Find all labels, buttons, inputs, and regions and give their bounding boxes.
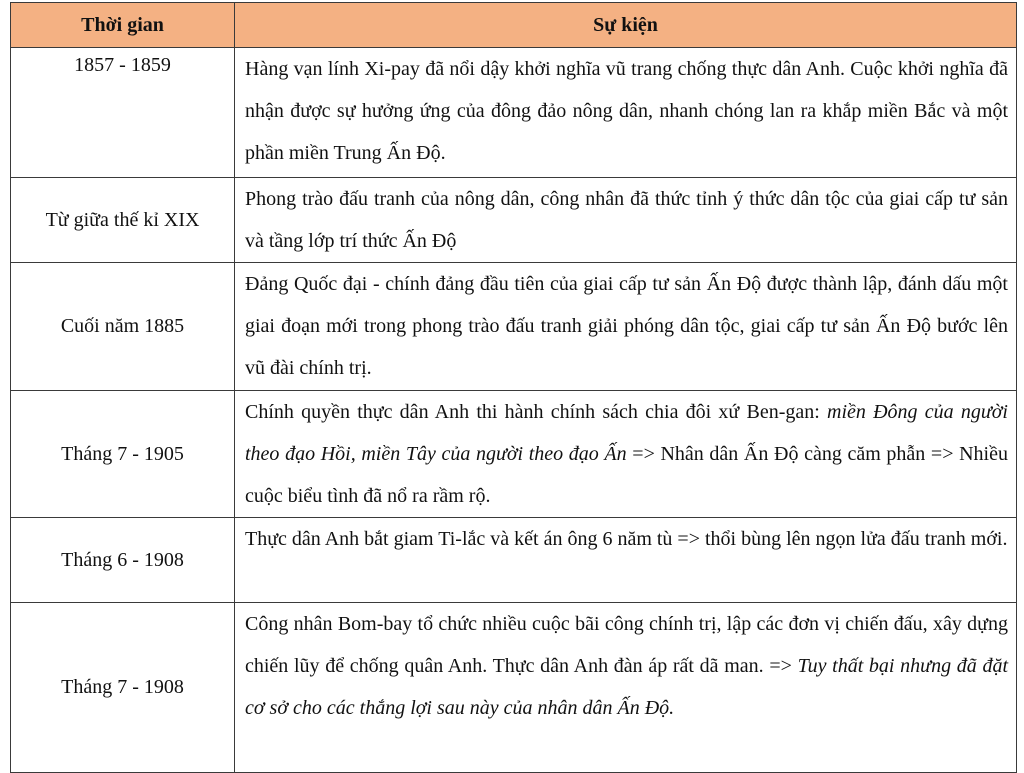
- row-event: [235, 48, 1017, 178]
- event-text: [245, 518, 1008, 560]
- table-row: [11, 263, 1017, 391]
- row-event: [235, 391, 1017, 518]
- table-row: [11, 178, 1017, 263]
- event-text-segment: Công nhân Bom-bay tổ chức nhiều cuộc bãi công chính trị, lập các đơn vị chiến đấu, xây dựng chiến lũy để chống quân Anh. Thực dân Anh đàn áp rất dã man. =>: [245, 613, 1008, 677]
- event-text: [245, 603, 1008, 729]
- row-time: Cuối năm 1885: [11, 263, 235, 391]
- table-row: [11, 48, 1017, 178]
- row-event: [235, 603, 1017, 773]
- row-time: Tháng 6 - 1908: [11, 518, 235, 603]
- event-text-italic: miền Đông của người theo đạo Hồi, miền Tây của người theo đạo Ấn: [245, 401, 1008, 465]
- row-time: Tháng 7 - 1908: [11, 603, 235, 773]
- table-row: [11, 391, 1017, 518]
- row-time: Từ giữa thế kỉ XIX: [11, 178, 235, 263]
- row-event: [235, 518, 1017, 603]
- event-text: [245, 391, 1008, 517]
- history-table-container: [10, 2, 1016, 773]
- header-event: Sự kiện: [235, 3, 1017, 48]
- row-time: 1857 - 1859: [11, 48, 235, 178]
- event-text-segment: => Nhân dân Ấn Độ càng căm phẫn => Nhiều cuộc biểu tình đã nổ ra rầm rộ.: [245, 443, 1008, 507]
- header-time: Thời gian: [11, 3, 235, 48]
- event-text-segment: Chính quyền thực dân Anh thi hành chính sách chia đôi xứ Ben-gan:: [245, 401, 828, 423]
- row-event: [235, 178, 1017, 263]
- event-text: [245, 178, 1008, 262]
- event-text-segment: Phong trào đấu tranh của nông dân, công nhân đã thức tỉnh ý thức dân tộc của giai cấp tư sản và tầng lớp trí thức Ấn Độ: [245, 188, 1008, 252]
- table-row: [11, 518, 1017, 603]
- table-row: [11, 603, 1017, 773]
- history-events-table: [10, 2, 1017, 773]
- event-text-segment: Thực dân Anh bắt giam Ti-lắc và kết án ông 6 năm tù => thổi bùng lên ngọn lửa đấu tranh mới.: [245, 528, 1008, 550]
- event-text-segment: Đảng Quốc đại - chính đảng đầu tiên của giai cấp tư sản Ấn Độ được thành lập, đánh dấu một giai đoạn mới trong phong trào đấu tranh giải phóng dân tộc, giai cấp tư sản Ấn Độ bước lên vũ đài chính trị.: [245, 273, 1008, 379]
- event-text-italic: Tuy thất bại nhưng đã đặt cơ sở cho các thắng lợi sau này của nhân dân Ấn Độ.: [245, 655, 1009, 719]
- event-text: [245, 48, 1008, 174]
- event-text-segment: Hàng vạn lính Xi-pay đã nổi dậy khởi nghĩa vũ trang chống thực dân Anh. Cuộc khởi nghĩa đã nhận được sự hưởng ứng của đông đảo nông dân, nhanh chóng lan ra khắp miền Bắc và một phần miền Trung Ấn Độ.: [245, 58, 1008, 164]
- table-header-row: [11, 3, 1017, 48]
- event-text: [245, 263, 1008, 389]
- row-time: Tháng 7 - 1905: [11, 391, 235, 518]
- row-event: [235, 263, 1017, 391]
